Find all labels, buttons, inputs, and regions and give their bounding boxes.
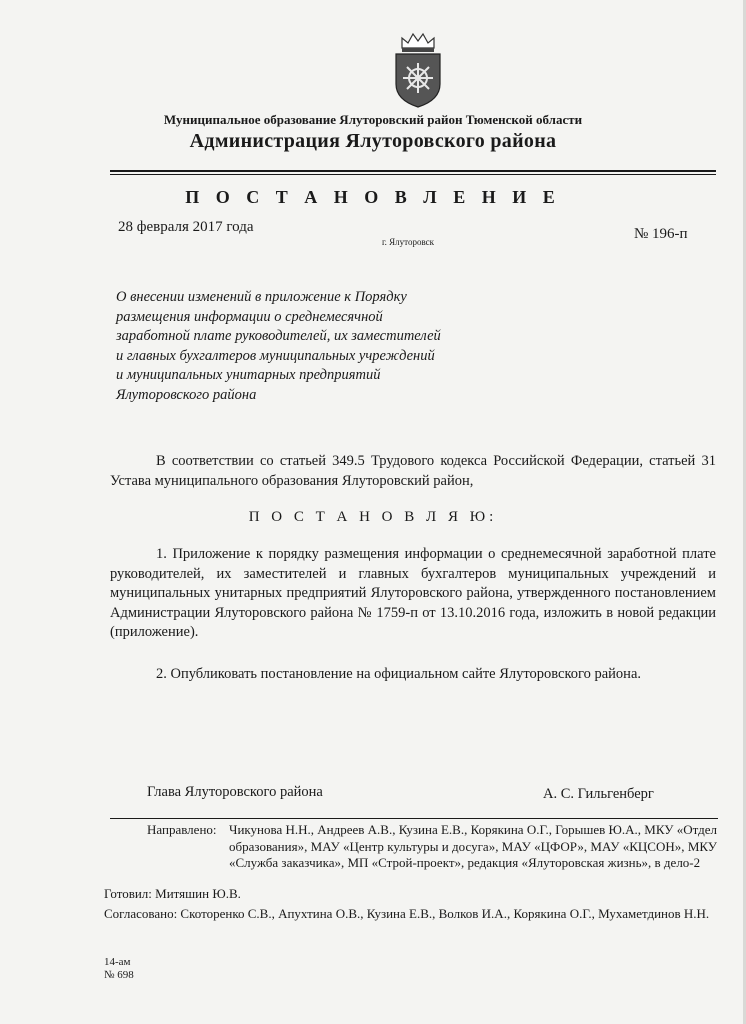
district-coat-of-arms-icon bbox=[388, 30, 448, 110]
footer-code-line: № 698 bbox=[104, 969, 134, 981]
prepared-by: Готовил: Митяшин Ю.В. bbox=[104, 886, 241, 901]
resolution-item-1: 1. Приложение к порядку размещения информации о среднемесячной заработной плате руководителей, их заместителей и главных бухгалтеров муниципальных учреждений и муниципальных унитарных предприятий Ялуторовского района, утвержденного постановлением Администрации Ялуторовского района № 1759-п от 13.10.2016 года, изложить в новой редакции (приложение). bbox=[110, 546, 716, 640]
signer-name: А. С. Гильгенберг bbox=[543, 786, 654, 802]
subject-line: О внесении изменений в приложение к Порядку bbox=[116, 289, 407, 305]
resolution-item-2: 2. Опубликовать постановление на официальном сайте Ялуторовского района. bbox=[156, 666, 642, 682]
subject-line: размещения информации о среднемесячной bbox=[116, 308, 383, 325]
document-title: П О С Т А Н О В Л Е Н И Е bbox=[185, 187, 561, 207]
header-divider bbox=[110, 170, 716, 172]
document-subject bbox=[116, 288, 536, 406]
header-divider-thin bbox=[110, 174, 716, 175]
footer-code-line: 14-ам bbox=[104, 956, 131, 968]
administration-name: Администрация Ялуторовского района bbox=[189, 130, 557, 152]
signer-title: Глава Ялуторовского района bbox=[147, 784, 323, 800]
subject-line: заработной плате руководителей, их заместителей bbox=[116, 328, 441, 345]
subject-line: Ялуторовского района bbox=[116, 386, 257, 403]
distribution-list: Чикунова Н.Н., Андреев А.В., Кузина Е.В., Корякина О.Г., Горышев Ю.А., МКУ «Отдел образования», МАУ «Центр культуры и досуга», МАУ «ЦФОР», МАУ «КЦСОН», МКУ «Служба заказчика», МП «Строй-проект», редакция «Ялуторовская жизнь», в дело-2 bbox=[229, 822, 717, 870]
footer-code bbox=[104, 956, 134, 982]
municipality-name: Муниципальное образование Ялуторовский район Тюменской области bbox=[163, 112, 583, 127]
preamble bbox=[110, 452, 716, 491]
subject-line: и главных бухгалтеров муниципальных учреждений bbox=[116, 347, 435, 364]
signature-divider bbox=[110, 818, 718, 819]
subject-line: и муниципальных унитарных предприятий bbox=[116, 367, 381, 384]
preamble-text: В соответствии со статьей 349.5 Трудового кодекса Российской Федерации, статьей 31 Устава муниципального образования Ялуторовский район, bbox=[110, 453, 716, 489]
distribution-label: Направлено: bbox=[147, 822, 217, 837]
document-number: № 196-п bbox=[634, 226, 688, 242]
agreed-by: Согласовано: Скоторенко С.В., Апухтина О.В., Кузина Е.В., Волков И.А., Корякина О.Г., Мухаметдинов Н.Н. bbox=[104, 906, 710, 921]
document-city: г. Ялуторовск bbox=[382, 237, 435, 247]
resolve-heading: П О С Т А Н О В Л Я Ю: bbox=[248, 509, 498, 525]
document-date: 28 февраля 2017 года bbox=[118, 219, 254, 235]
